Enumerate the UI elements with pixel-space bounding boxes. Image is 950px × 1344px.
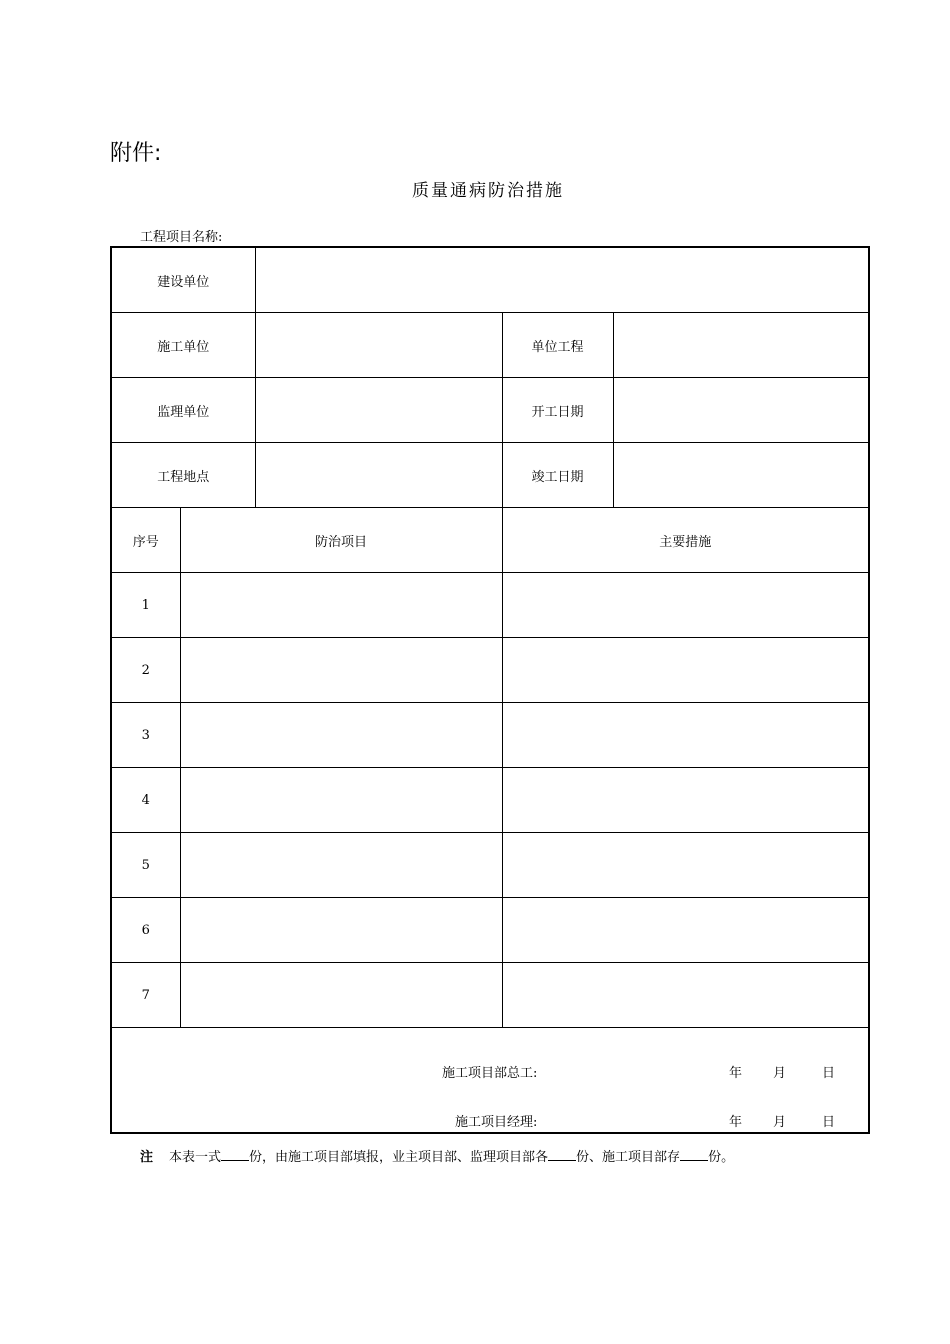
completion-date-field[interactable] [613, 443, 869, 508]
measure-field[interactable] [502, 638, 869, 703]
measure-field[interactable] [502, 573, 869, 638]
completion-date-label: 竣工日期 [502, 443, 613, 508]
row-construction-owner [111, 247, 869, 313]
start-date-label: 开工日期 [502, 378, 613, 443]
location-label: 工程地点 [111, 443, 255, 508]
table-row [111, 963, 869, 1028]
row-number: 6 [111, 898, 180, 963]
start-date-field[interactable] [613, 378, 869, 443]
table-row [111, 638, 869, 703]
measure-field[interactable] [502, 768, 869, 833]
table-row [111, 768, 869, 833]
contractor-label: 施工单位 [111, 313, 255, 378]
row-number: 5 [111, 833, 180, 898]
chief-engineer-month: 月 [773, 1066, 787, 1081]
chief-engineer-day: 日 [822, 1066, 836, 1081]
construction-owner-label: 建设单位 [111, 247, 255, 313]
chief-engineer-label: 施工项目部总工: [442, 1066, 538, 1081]
table-row [111, 833, 869, 898]
contractor-field[interactable] [255, 313, 502, 378]
unit-project-label: 单位工程 [502, 313, 613, 378]
column-header-item: 防治项目 [180, 508, 502, 573]
signature-area [111, 1028, 869, 1134]
item-field[interactable] [180, 638, 502, 703]
item-field[interactable] [180, 898, 502, 963]
manager-label: 施工项目经理: [455, 1115, 538, 1130]
page-title: 质量通病防治措施 [412, 181, 564, 201]
note-text-3: 份、施工项目部存 [576, 1150, 681, 1165]
note-label: 注 [140, 1150, 154, 1165]
row-contractor [111, 313, 869, 378]
column-header-measure: 主要措施 [502, 508, 869, 573]
manager-year: 年 [729, 1115, 743, 1130]
manager-day: 日 [822, 1115, 836, 1130]
measure-field[interactable] [502, 703, 869, 768]
row-location [111, 443, 869, 508]
measure-field[interactable] [502, 898, 869, 963]
supervisor-field[interactable] [255, 378, 502, 443]
note-text-2: 份，由施工项目部填报，业主项目部、监理项目部各 [249, 1150, 549, 1165]
item-field[interactable] [180, 833, 502, 898]
note-text-4: 份。 [708, 1150, 735, 1165]
measures-form-table [110, 246, 870, 1134]
attachment-label: 附件: [110, 141, 162, 166]
item-field[interactable] [180, 573, 502, 638]
manager-month: 月 [773, 1115, 787, 1130]
supervisor-label: 监理单位 [111, 378, 255, 443]
unit-project-field[interactable] [613, 313, 869, 378]
row-signatures [111, 1028, 869, 1134]
location-field[interactable] [255, 443, 502, 508]
item-field[interactable] [180, 768, 502, 833]
measure-field[interactable] [502, 963, 869, 1028]
row-number: 3 [111, 703, 180, 768]
row-number: 2 [111, 638, 180, 703]
item-field[interactable] [180, 963, 502, 1028]
copies-blank[interactable] [221, 1148, 249, 1161]
footnote [140, 1146, 734, 1165]
measure-field[interactable] [502, 833, 869, 898]
row-supervisor [111, 378, 869, 443]
copies-blank[interactable] [680, 1148, 708, 1161]
row-number: 4 [111, 768, 180, 833]
chief-engineer-year: 年 [729, 1066, 743, 1081]
table-row [111, 573, 869, 638]
table-row [111, 703, 869, 768]
item-field[interactable] [180, 703, 502, 768]
row-number: 1 [111, 573, 180, 638]
row-column-headers [111, 508, 869, 573]
column-header-no: 序号 [111, 508, 180, 573]
project-name-label: 工程项目名称: [140, 230, 223, 245]
note-text-1: 本表一式 [169, 1150, 222, 1165]
row-number: 7 [111, 963, 180, 1028]
copies-blank[interactable] [548, 1148, 576, 1161]
table-row [111, 898, 869, 963]
construction-owner-field[interactable] [255, 247, 869, 313]
